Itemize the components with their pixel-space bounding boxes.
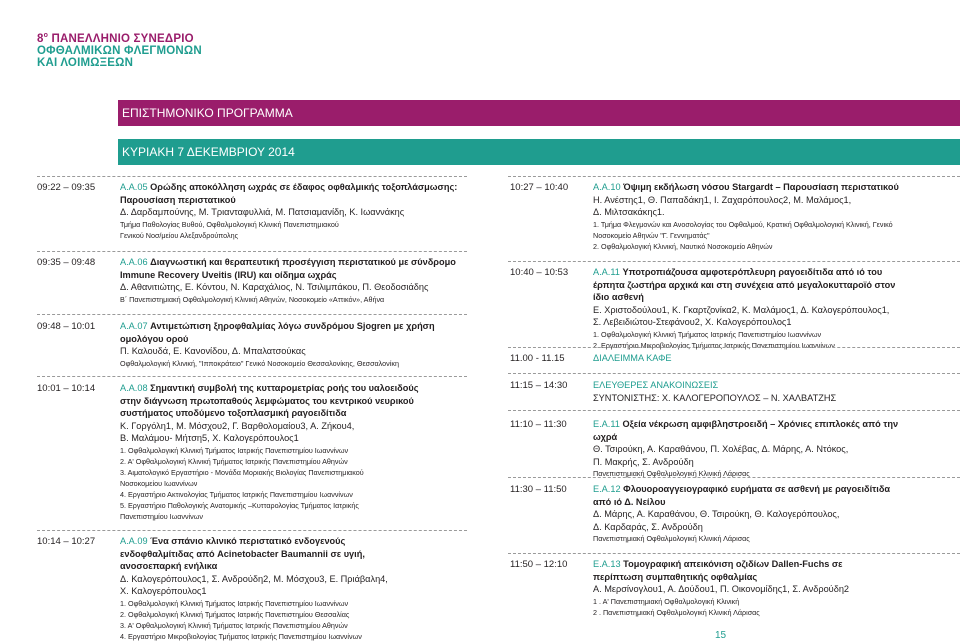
session-entry: Α.Α.11 Υποτροπιάζουσα αμφοτερόπλευρη ραγοειδίτιδα από ιό του έρπητα ζωστήρα αρχικά και στη συνέχεια από μεγαλοκυτταροϊό στον ίδιο ασθενή Ε. Χριστοδούλου1, Κ. Γκαρτζονίκα2, Κ. Μαλάμος1, Δ. Καλογερόπουλος1, Σ. Λεβειδιώτου-Στεφάνου2, Χ. Καλογερόπουλος1 1. Οφθαλμολογική Κλινική Τμήματος Ιατρικής Πανεπιστημίου Ιωαννίνων 2. Εργαστήριο Μικροβιολογίας Τμήματος Ιατρικής Πανεπιστημίου Ιωαννίνων: [593, 267, 896, 350]
session-entry: ΕΛΕΥΘΕΡΕΣ ΑΝΑΚΟΙΝΩΣΕΙΣ ΣΥΝΤΟΝΙΣΤΗΣ: Χ. ΚΑΛΟΓΕΡΟΠΟΥΛΟΣ – Ν. ΧΑΛΒΑΤΖΗΣ: [593, 380, 837, 403]
divider: [508, 477, 960, 478]
session-time: 11:15 – 14:30: [510, 380, 568, 391]
divider: [508, 373, 960, 374]
divider: [37, 251, 467, 252]
session-time: 10:40 – 10:53: [510, 267, 569, 278]
session-entry: Α.Α.09 Ένα σπάνιο κλινικό περιστατικό ενδογενούς ενδοφθαλμίτιδας από Acinetobacter Baumannii σε υγιή, ανοσοεπαρκή ενήλικα Δ. Καλογερόπουλος1, Σ. Ανδρούδη2, Μ. Μόσχου3, Ε. Πριάβαλη4, Χ. Καλογερόπουλος1 1. Οφθαλμολογική Κλινική Τμήματος Ιατρικής Πανεπιστημίου Ιωαννίνων 2. Οφθαλμολογική Κλινική Τμήματος Ιατρικής Πανεπιστημίου Θεσσαλίας 3. Α' Οφθαλμολογική Κλινική Τμήματος Ιατρικής Πανεπιστημίου Αθηνών 4. Εργαστήριο Μικροβιολογίας Τμήματος Ιατρικής Πανεπιστημίου Ιωαννίνων: [120, 536, 388, 641]
divider: [508, 261, 960, 262]
session-time: 09:48 – 10:01: [37, 321, 96, 332]
session-entry: Ε.Α.13 Τομογραφική απεικόνιση οζιδίων Dallen-Fuchs σε περίπτωση συμπαθητικής οφθαλμίας Α. Μερσίνογλου1, Α. Δούδου1, Π. Οικονομίδης1, Σ. Ανδρούδη2 1 . Α' Πανεπιστημιακή Οφθαλμολογική Κλινική 2 . Πανεπιστημιακή Οφθαλμολογική Κλινική Λάρισας: [593, 559, 850, 617]
session-time: 11:50 – 12:10: [510, 559, 568, 570]
session-time: 10:01 – 10:14: [37, 383, 96, 394]
divider: [37, 376, 467, 377]
divider: [37, 314, 467, 315]
session-entry: Α.Α.07 Αντιμετώπιση ξηροφθαλμίας λόγω συνδρόμου Sjogren με χρήση ομολόγου ορού Π. Καλουδά, Ε. Κανονίδου, Δ. Μπαλατσούκας Οφθαλμολογική Κλινική, "Ιπποκράτειο" Γενικό Νοσοκομείο Θεσσαλονίκης, Θεσσαλονίκη: [120, 321, 435, 368]
divider: [508, 347, 960, 348]
divider: [37, 176, 467, 177]
coffee-break-label: ΔΙΑΛΕΙΜΜΑ ΚΑΦΕ: [593, 353, 672, 363]
divider: [508, 410, 960, 411]
page-number: 15: [715, 630, 727, 641]
session-entry: Ε.Α.11 Οξεία νέκρωση αμφιβληστροειδή – Χρόνιες επιπλοκές από την ωχρά Θ. Τσιρούκη, Α. Καραθάνου, Π. Χολέβας, Δ. Μάρης, Α. Ντόκος, Π. Μακρής, Σ. Ανδρούδη Πανεπιστημιακή Οφθαλμολογική Κλινική Λάρισας: [593, 419, 899, 479]
session-entry: Α.Α.08 Σημαντική συμβολή της κυτταρομετρίας ροής του υαλοειδούς στην διάγνωση πρωτοπαθούς λεμφώματος του κεντρικού νευρικού συστήματος υποδύμενο τοξοπλασμική ραγοειδίτιδα Κ. Γοργόλη1, Μ. Μόσχου2, Γ. Βαρθολομαίου3, Α. Ζήκου4, Β. Μαλάμου- Μήτση5, Χ. Καλογερόπουλος1 1. Οφθαλμολογική Κλινική Τμήματος Ιατρικής Πανεπιστημίου Ιωαννίνων 2. Α' Οφθαλμολογική Κλινική Τμήματος Ιατρικής Πανεπιστημίου Αθηνών 3. Αιματολογικό Εργαστήριο - Μονάδα Μοριακής Βιολογίας Πανεπιστημιακού Νοσοκομείου Ιωαννίνων 4. Εργαστήριο Ακτινολογίας Τμήματος Ιατρικής Πανεπιστημίου Ιωαννίνων 5. Εργαστήριο Παθολογικής Ανατομικής –Κυτταρολογίας Τμήματος Ιατρικής Πανεπιστημίου Ιωαννίνων: [120, 383, 419, 521]
session-time: 10:14 – 10:27: [37, 536, 96, 547]
session-entry: Α.Α.05 Ορώδης αποκόλληση ωχράς σε έδαφος οφθαλμικής τοξοπλάσμωσης: Παρουσίαση περιστατικού Δ. Δαρδαμπούνης, Μ. Τριανταφυλλιά, Μ. Πατσιαμανίδη, Κ. Ιωαννάκης Τμήμα Παθολογίας Βυθού, Οφθαλμολογική Κλινική Πανεπιστημιακού Γενικού Νοσ/μείου Αλεξανδρούπολης: [120, 182, 458, 240]
session-time: 09:22 – 09:35: [37, 182, 96, 193]
conference-title: $8^o$ ΠΑΝΕΛΛΗΝΙΟ ΣΥΝΕΔΡΙΟ ΟΦΘΑΛΜΙΚΩΝ ΦΛΕΓΜΟΝΩΝ ΚΑΙ ΛΟΙΜΩΞΕΩΝ: [37, 32, 202, 69]
divider: [508, 553, 960, 554]
session-time: 11:30 – 11:50: [510, 484, 567, 495]
session-entry: Ε.Α.12 Φλουοροαγγειογραφικό ευρήματα σε ασθενή με ραγοειδίτιδα από ιό Δ. Νείλου Δ. Μάρης, Α. Καραθάνου, Θ. Τσιρούκη, Θ. Καλογερόπουλος, Δ. Καρδαράς, Σ. Ανδρούδη Πανεπιστημιακή Οφθαλμολογική Κλινική Λάρισας: [593, 484, 891, 544]
session-time: 11:10 – 11:30: [510, 419, 567, 430]
program-band: ΕΠΙΣΤΗΜΟΝΙΚΟ ΠΡΟΓΡΑΜΜΑ: [118, 100, 960, 126]
session-entry: Α.Α.10 Όψιμη εκδήλωση νόσου Stargardt – Παρουσίαση περιστατικού Η. Ανέστης1, Θ. Παπαδάκη1, Ι. Ζαχαρόπουλος2, Μ. Μαλάμος1, Δ. Μιλτσακάκης1. 1. Τμήμα Φλεγμονών και Ανοσολογίας του Οφθαλμού, Κρατική Οφθαλμολογική Κλινική, Γενικό Νοσοκομείο Αθηνών "Γ. Γεννηματάς" 2. Οφθαλμολογική Κλινική, Ναυτικό Νοσοκομείο Αθηνών: [593, 182, 899, 251]
day-band: ΚΥΡΙΑΚΗ 7 ΔΕΚΕΜΒΡΙΟΥ 2014: [118, 139, 960, 165]
session-time: 11.00 - 11.15: [510, 353, 565, 364]
session-time: 10:27 – 10:40: [510, 182, 569, 193]
session-entry: Α.Α.06 Διαγνωστική και θεραπευτική προσέγγιση περιστατικού με σύνδρομο Immune Recovery Uveitis (IRU) και οίδημα ωχράς Δ. Αθανιτιώτης, Ε. Κόντου, Ν. Καραχάλιος, Ν. Τσιλιμπάκου, Π. Θεοδοσιάδης Β΄ Πανεπιστημιακή Οφθαλμολογική Κλινική Αθηνών, Νοσοκομείο «Αττικόν», Αθήνα: [120, 257, 456, 304]
divider: [508, 176, 960, 177]
divider: [37, 530, 467, 531]
session-time: 09:35 – 09:48: [37, 257, 96, 268]
